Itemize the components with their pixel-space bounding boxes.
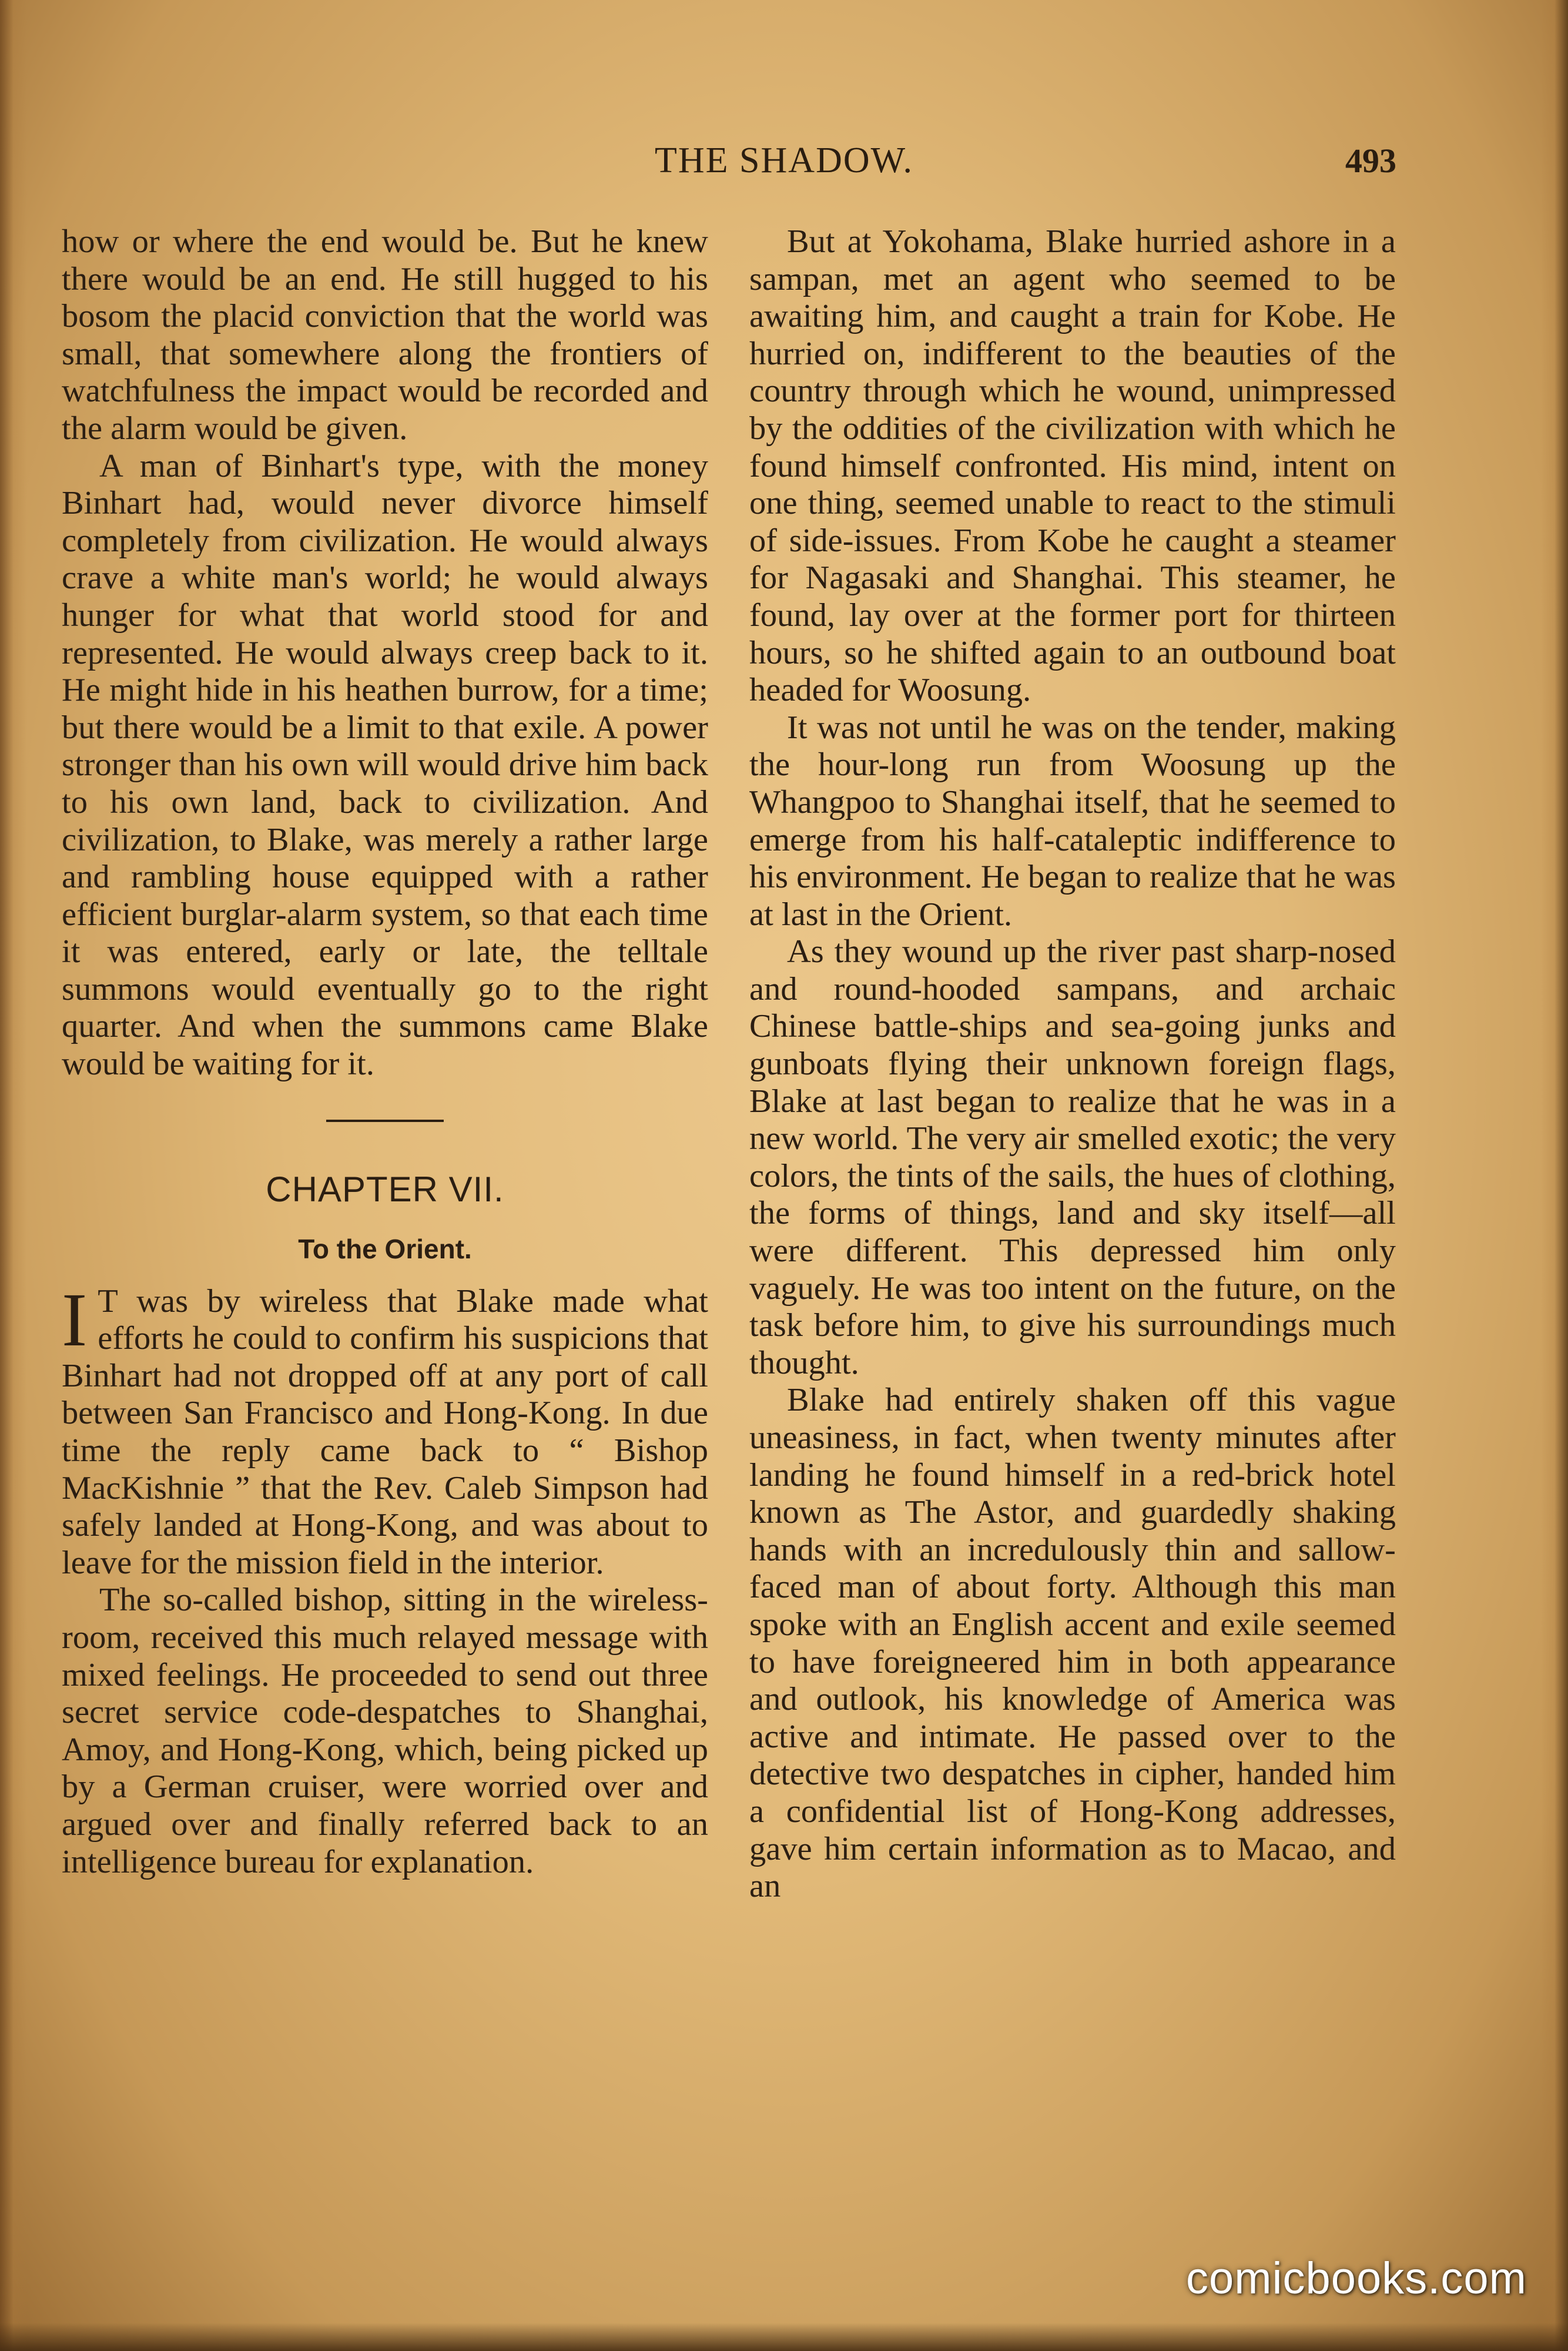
right-column (749, 223, 1396, 1905)
section-divider (326, 1120, 444, 1122)
bottom-page-edge (0, 2323, 1568, 2351)
drop-cap: I (62, 1277, 88, 1362)
paragraph: As they wound up the river past sharp-nosed and round-hooded sampans, and archaic Chinese battle-ships and sea-going junks and gunboats flying their unknown foreign flags, Blake at last began to realize that he was in a new world. The very air smelled exotic; the very colors, the tints of the sails, the hues of clothing, the forms of things, land and sky itself—all were different. This depressed him only vaguely. He was too intent on the future, on the task before him, to give his surroundings much thought. (749, 933, 1396, 1381)
running-head: THE SHADOW. (655, 140, 913, 180)
chapter-title: CHAPTER VII. (266, 1169, 504, 1209)
paragraph: how or where the end would be. But he knew there would be an end. He still hugged to his bosom the placid conviction that the world was small, that somewhere along the frontiers of watchfulness the impact would be recorded and the alarm would be given. (62, 223, 708, 447)
paragraph: But at Yokohama, Blake hurried ashore in a sampan, met an agent who seemed to be awaiting him, and caught a train for Kobe. He hurried on, indifferent to the beauties of the country through which he wound, unimpressed by the oddities of the civilization with which he found himself confronted. His mind, intent on one thing, seemed unable to react to the stimuli of side-issues. From Kobe he caught a steamer for Nagasaki and Shanghai. This steamer, he found, lay over at the former port for thirteen hours, so he shifted again to an outbound boat headed for Woosung. (749, 223, 1396, 709)
paragraph: It was not until he was on the tender, making the hour-long run from Woosung up the Whangpoo to Shanghai itself, that he seemed to emerge from his half-cataleptic indifference to his environment. He began to realize that he was at last in the Orient. (749, 709, 1396, 933)
left-column (62, 223, 708, 1881)
paragraph-text: T was by wireless that Blake made what efforts he could to confirm his suspicions that Binhart had not dropped off at any port of call between San Francisco and Hong-Kong. In due time the reply came back to “ Bishop MacKishnie ” that the Rev. Caleb Simpson had safely landed at Hong-Kong, and was about to leave for the mission field in the interior. (62, 1282, 708, 1581)
left-page-edge (0, 0, 27, 2351)
right-page-edge (1541, 0, 1568, 2351)
paragraph: Blake had entirely shaken off this vague uneasiness, in fact, when twenty minutes after landing he found himself in a red-brick hotel known as The Astor, and guardedly shaking hands with an incredulously thin and sallow-faced man of about forty. Although this man spoke with an English accent and exile seemed to have foreigneered him in both appearance and outlook, his knowledge of America was active and intimate. He passed over to the detective two despatches in cipher, handed him a confidential list of Hong-Kong addresses, gave him certain information as to Macao, and an (749, 1382, 1396, 1905)
paragraph: A man of Binhart's type, with the money Binhart had, would never divorce himself completely from civilization. He would always crave a white man's world; he would always hunger for what that world stood for and represented. He would always creep back to it. He might hide in his heathen burrow, for a time; but there would be a limit to that exile. A power stronger than his own will would drive him back to his own land, back to civilization. And civilization, to Blake, was merely a rather large and rambling house equipped with a rather efficient burglar-alarm system, so that each time it was entered, early or late, the telltale summons would eventually go to the right quarter. And when the summons came Blake would be waiting for it. (62, 447, 708, 1083)
paragraph: The so-called bishop, sitting in the wireless-room, received this much relayed message with mixed feelings. He proceeded to send out three secret service code-despatches to Shanghai, Amoy, and Hong-Kong, which, being picked up by a German cruiser, were worried over and argued over and finally referred back to an intelligence bureau for explanation. (62, 1582, 708, 1880)
chapter-subtitle: To the Orient. (298, 1233, 472, 1264)
page-number: 493 (1345, 142, 1396, 180)
paragraph (62, 1277, 708, 1582)
site-watermark: comicbooks.com (1186, 2253, 1527, 2303)
